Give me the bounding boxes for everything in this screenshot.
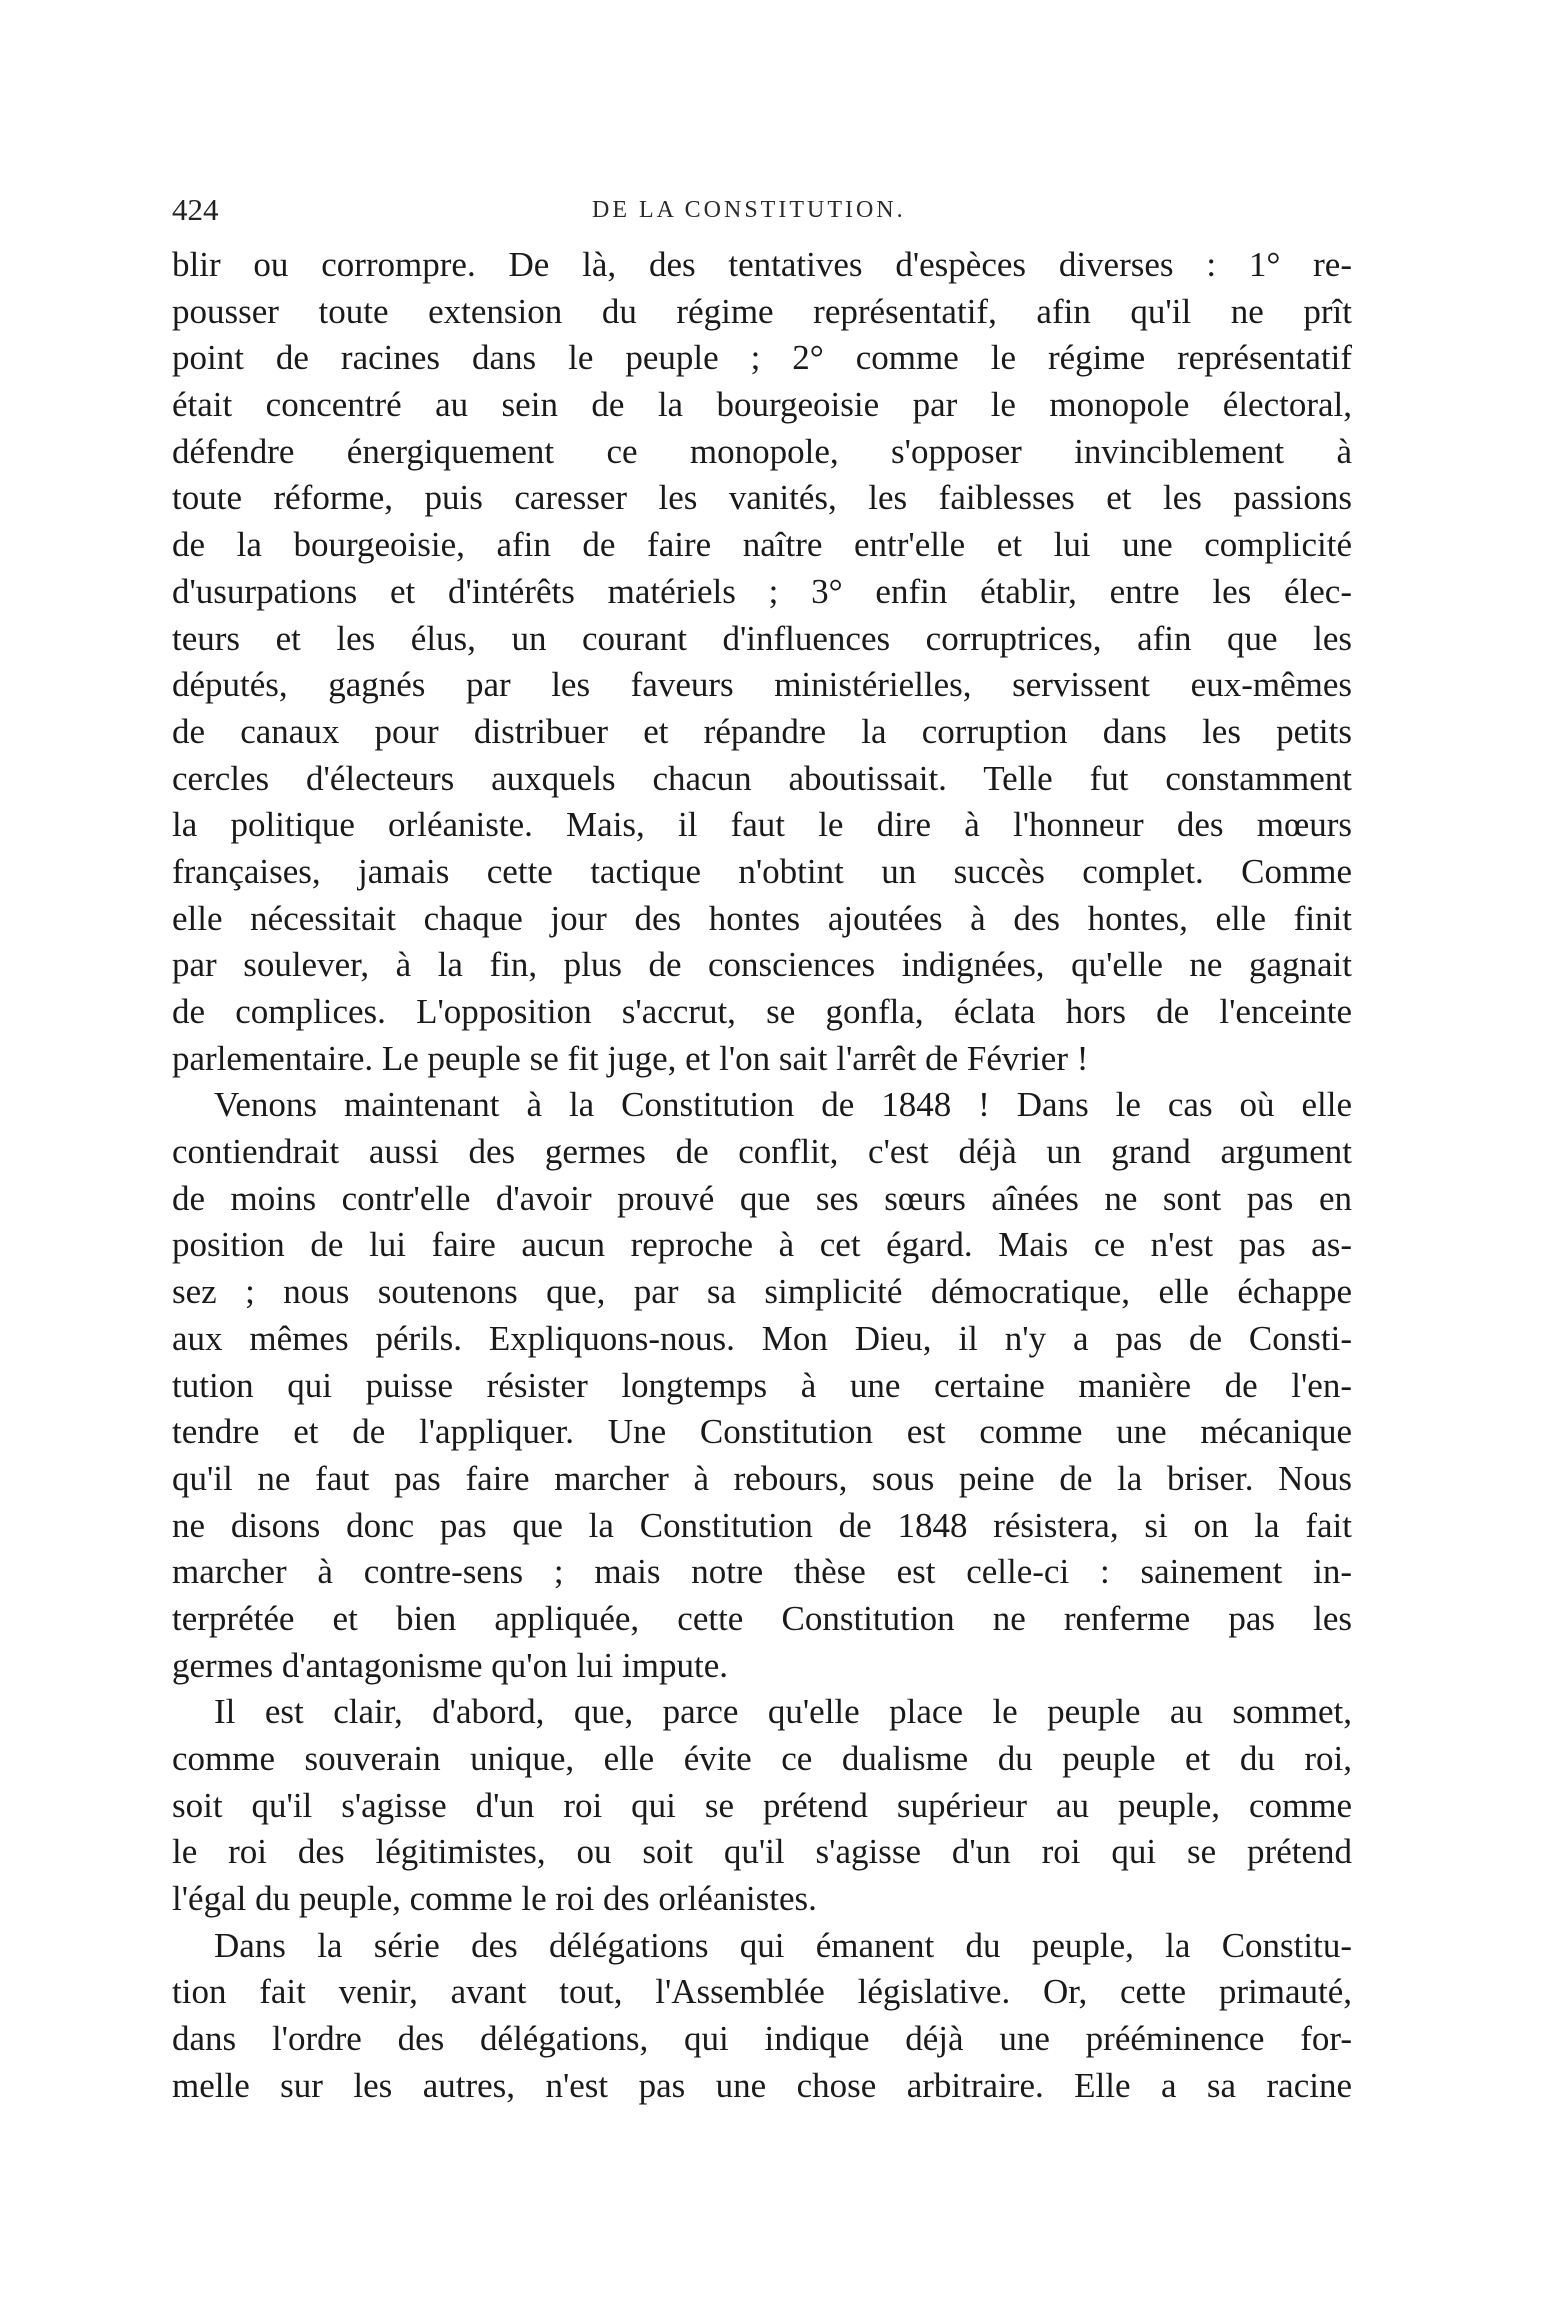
text-line: marcher à contre-sens ; mais notre thèse est celle-ci : sainement in-: [172, 1552, 1352, 1592]
text-line: députés, gagnés par les faveurs ministérielles, servissent eux-mêmes: [172, 665, 1352, 705]
text-line: l'égal du peuple, comme le roi des orléanistes.: [172, 1879, 817, 1919]
text-line: de moins contr'elle d'avoir prouvé que ses sœurs aînées ne sont pas en: [172, 1178, 1352, 1218]
text-line: pousser toute extension du régime représentatif, afin qu'il ne prît: [172, 291, 1352, 331]
text-line: le roi des légitimistes, ou soit qu'il s'agisse d'un roi qui se prétend: [172, 1832, 1352, 1872]
text-line: de la bourgeoisie, afin de faire naître entr'elle et lui une complicité: [172, 525, 1352, 565]
text-line: germes d'antagonisme qu'on lui impute.: [172, 1645, 728, 1685]
text-line: était concentré au sein de la bourgeoisie par le monopole électoral,: [172, 385, 1352, 425]
text-line: melle sur les autres, n'est pas une chose arbitraire. Elle a sa racine: [172, 2065, 1352, 2105]
text-line: cercles d'électeurs auxquels chacun aboutissait. Telle fut constamment: [172, 758, 1352, 798]
text-line: de canaux pour distribuer et répandre la corruption dans les petits: [172, 711, 1352, 751]
text-line: comme souverain unique, elle évite ce dualisme du peuple et du roi,: [172, 1739, 1352, 1778]
text-line: position de lui faire aucun reproche à cet égard. Mais ce n'est pas as-: [172, 1225, 1352, 1265]
text-line: de complices. L'opposition s'accrut, se gonfla, éclata hors de l'enceinte: [172, 992, 1352, 1031]
text-line: la politique orléaniste. Mais, il faut le dire à l'honneur des mœurs: [172, 805, 1352, 845]
text-line: blir ou corrompre. De là, des tentatives d'espèces diverses : 1° re-: [172, 245, 1352, 284]
text-line: elle nécessitait chaque jour des hontes ajoutées à des hontes, elle finit: [172, 898, 1352, 938]
text-line: tendre et de l'appliquer. Une Constitution est comme une mécanique: [172, 1412, 1352, 1452]
text-line: Venons maintenant à la Constitution de 1848 ! Dans le cas où elle: [214, 1085, 1352, 1125]
paragraph: [172, 1689, 1352, 1922]
text-line: d'usurpations et d'intérêts matériels ; 3° enfin établir, entre les élec-: [172, 571, 1352, 611]
text-line: sez ; nous soutenons que, par sa simplicité démocratique, elle échappe: [172, 1272, 1352, 1312]
text-line: Dans la série des délégations qui émanent du peuple, la Constitu-: [214, 1925, 1352, 1965]
text-line: tution qui puisse résister longtemps à une certaine manière de l'en-: [172, 1365, 1352, 1405]
text-line: aux mêmes périls. Expliquons-nous. Mon Dieu, il n'y a pas de Consti-: [172, 1318, 1352, 1358]
text-line: point de racines dans le peuple ; 2° comme le régime représentatif: [172, 338, 1352, 378]
running-head: DE LA CONSTITUTION.: [592, 197, 906, 223]
paragraph: [172, 1923, 1352, 2110]
text-line: parlementaire. Le peuple se fit juge, et l'on sait l'arrêt de Février !: [172, 1038, 1089, 1078]
body-text: [172, 242, 1352, 2110]
text-line: par soulever, à la fin, plus de consciences indignées, qu'elle ne gagnait: [172, 945, 1352, 985]
text-line: ne disons donc pas que la Constitution de 1848 résistera, si on la fait: [172, 1505, 1352, 1545]
text-line: tion fait venir, avant tout, l'Assemblée législative. Or, cette primauté,: [172, 1972, 1352, 2012]
paragraph: [172, 1082, 1352, 1689]
text-line: toute réforme, puis caresser les vanités, les faiblesses et les passions: [172, 478, 1352, 518]
text-line: teurs et les élus, un courant d'influences corruptrices, afin que les: [172, 618, 1352, 658]
text-line: françaises, jamais cette tactique n'obtint un succès complet. Comme: [172, 851, 1352, 891]
page-header: [172, 190, 1352, 230]
text-line: Il est clair, d'abord, que, parce qu'elle place le peuple au sommet,: [214, 1692, 1352, 1732]
paragraph: [172, 242, 1352, 1082]
text-line: dans l'ordre des délégations, qui indique déjà une prééminence for-: [172, 2019, 1352, 2059]
page-number: 424: [172, 192, 219, 227]
text-line: contiendrait aussi des germes de conflit, c'est déjà un grand argument: [172, 1132, 1352, 1172]
text-line: terprétée et bien appliquée, cette Constitution ne renferme pas les: [172, 1598, 1352, 1638]
text-line: qu'il ne faut pas faire marcher à rebours, sous peine de la briser. Nous: [172, 1458, 1352, 1498]
text-line: soit qu'il s'agisse d'un roi qui se prétend supérieur au peuple, comme: [172, 1785, 1352, 1825]
text-line: défendre énergiquement ce monopole, s'opposer invinciblement à: [172, 431, 1352, 471]
